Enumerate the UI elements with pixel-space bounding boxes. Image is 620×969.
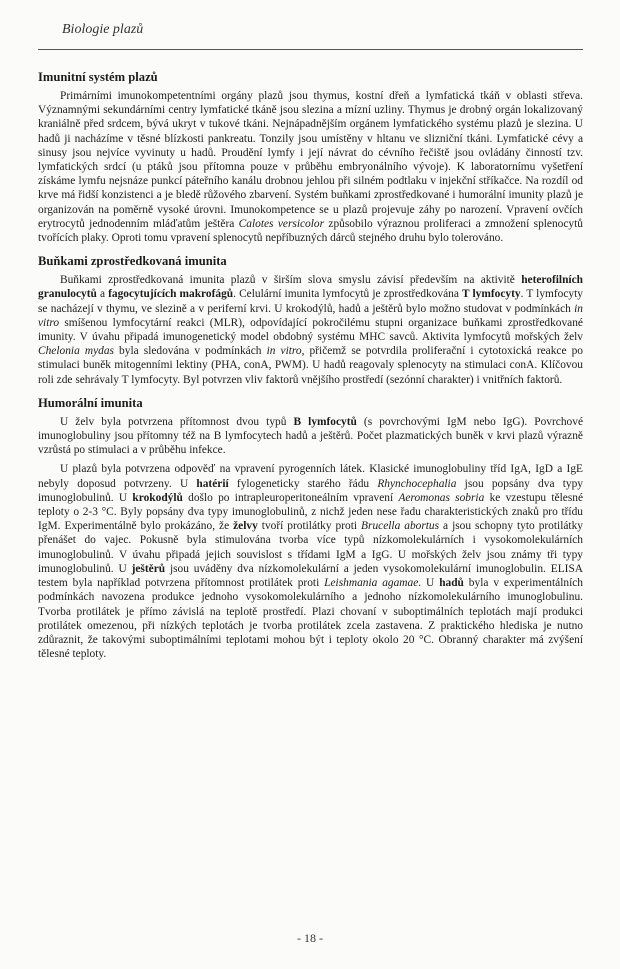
section-heading: Humorální imunita [38, 395, 143, 410]
paragraph: U plazů byla potvrzena odpověď na vpravení pyrogenních látek. Klasické imunoglobuliny tříd IgA, IgD a IgE nebyly doposud potvrzeny. U hatérií fylogeneticky starého řádu Rhynchocephalia jsou popsány dva typy imunoglobulinů. U krokodýlů došlo po intrapleuroperitoneálním vpravení Aeromonas sobria ke vzestupu tělesné teploty o 2-3 °C. Byly popsány dva typy imunoglobulinů, z nichž jeden nese řadu charakteristických znaků pro třídu IgM. Experimentálně bylo prokázáno, že želvy tvoří protilátky proti Brucella abortus a jsou schopny tyto protilátky přenášet do vajec. Pokusně byla stimulována tvorba více typů nízkomolekulárních i vysokomolekulárních imunoglobulinů. V úvahu připadá jejich souvislost s třídami IgM a IgG. U mořských želv jsou známy tři typy imunoglobulinů. U ještěrů jsou uváděny dva nízkomolekulární a jeden vysokomolekulární imunoglobulin. ELISA testem byla například potvrzena přítomnost protilátek proti Leishmania agamae. U hadů byla v experimentálních podmínkách navozena produkce jednoho vysokomolekulárního a jednoho nízkomolekulárního imunoglobulinu. Tvorba protilátek je přímo závislá na teplotě prostředí. Plazi chovaní v suboptimálních teplotách mají produkci protilátek omezenou, při nízkých teplotách je tvorba protilátek zcela zastavena. Z praktického hlediska je nutno zdůraznit, že takovými suboptimálními teplotami mohou být i teploty okolo 20 °C. Obranný charakter má zvýšení tělesné teploty. [38, 463, 584, 661]
paragraph: Buňkami zprostředkovaná imunita plazů v širším slova smyslu závisí především na aktivitě heterofilních granulocytů a fagocytujících makrofágů. Celulární imunita lymfocytů je zprostředkována T lymfocyty. T lymfocyty se nacházejí v thymu, ve slezině a v periferní krvi. U krokodýlů, hadů a ještěrů bylo možno studovat v podmínkách in vitro smíšenou lymfocytární reakci (MLR), odpovídající pokročilému stupni organizace buňkami zprostředkované imunity. V úvahu připadá imunogenetický model obdobný systému MHC savců. Aktivita lymfocytů mořských želv Chelonia mydas byla sledována v podmínkách in vitro, přičemž se potvrdila proliferační i cytotoxická reakce po stimulaci buněk mitogenními lektiny (PHA, conA, PWM). U hadů reagovaly splenocyty na stimulaci conA. Klíčovou roli zde sehrávaly T lymfocyty. Byl potvrzen vliv faktorů vnějšího prostředí (sezónní charakter) i vnitřních faktorů. [38, 274, 584, 386]
section-cell-mediated-immunity [38, 253, 583, 387]
article-body [38, 69, 583, 669]
running-header: Biologie plazů [62, 22, 144, 37]
header-divider [38, 49, 583, 50]
section-immune-system [38, 69, 583, 245]
section-heading: Buňkami zprostředkovaná imunita [38, 254, 227, 269]
paragraph: U želv byla potvrzena přítomnost dvou typů B lymfocytů (s povrchovými IgM nebo IgG). Povrchové imunoglobuliny jsou přítomny též na B lymfocytech hadů a ještěrů. Počet plazmatických buněk v krvi plazů výrazně vzrůstá po stimulaci a v průběhu infekce. [38, 415, 583, 457]
page-number: - 18 - [297, 931, 323, 945]
paragraph: Primárními imunokompetentními orgány plazů jsou thymus, kostní dřeň a lymfatická tkáň v oblasti střeva. Významnými sekundárními centry lymfatické tkáně jsou slezina a mízní uzliny. Thymus je drobný orgán lokalizovaný kraniálně před srdcem, bývá ukryt v tukové tkáni. Nejnápadnějším orgánem lymfatického systému plazů je slezina. U hadů ji nacházíme v těsné blízkosti pankreatu. Tonzily jsou umístěny v hltanu ve slizniční tkáni. Lymfatické cévy a sinusy jsou nejvíce vyvinuty u hadů. Proudění lymfy i její návrat do cévního řečiště jsou ovládány činností tzv. lymfatických srdcí (u ptáků jsou přítomna pouze v průběhu embryonálního vývoje). K laboratornímu vyšetření získáme lymfu nejsnáze punkcí páteřního kanálu drobnou jehlou při silném podtlaku v injekční stříkačce. Na rozdíl od krve má řidší konzistenci a je bledě růžového zbarvení. Systém buňkami zprostředkované i humorální imunity plazů je organizován na poměrně vysoké úrovni. Imunokompetence se u plazů projevuje záhy po narození. Vpravení ovčích erytrocytů jednodenním mláďatům ještěra Calotes versicolor způsobilo výraznou proliferaci a zmnožení splenocytů tvořících plaky. Oproti tomu vpravení splenocytů nepříbuzných dárců stejného druhu bylo tolerováno. [38, 90, 583, 245]
section-heading: Imunitní systém plazů [38, 70, 158, 84]
section-humoral-immunity [38, 395, 583, 661]
